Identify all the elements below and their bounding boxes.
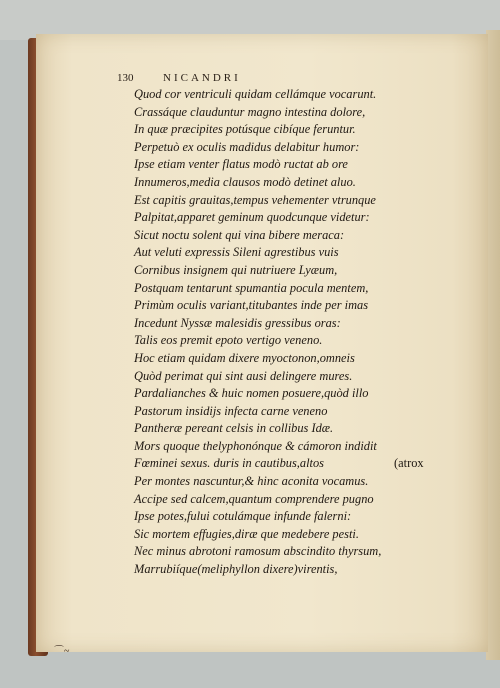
text-line: Pastorum insidijs infecta carne veneno [134, 403, 328, 418]
text-line-with-aside [134, 455, 474, 473]
text-line: Marrubiíque(meliphyllon dixere)virentis, [134, 562, 338, 577]
text-line: Accipe sed calcem,quantum comprendere pugno [134, 491, 374, 506]
text-line: Crassáque clauduntur magno intestina dolore, [134, 104, 366, 119]
text-line: Fœminei sexus. duris in cautibus,altos [134, 456, 324, 471]
text-line: In quæ præcipites potúsque cibíque feruntur. [134, 122, 356, 137]
text-line: Pardalianches & huic nomen posuere,quòd illo [134, 386, 369, 401]
text-line: Ipse etiam venter flatus modò ructat ab ore [134, 157, 348, 172]
text-line: Quòd perimat qui sint ausi delingere mures. [134, 368, 353, 383]
text-line: Incedunt Nyssæ malesidis gressibus oras: [134, 315, 341, 330]
text-line: Mors quoque thelyphonónque & cámoron indidit [134, 438, 377, 453]
text-line: Ipse potes,fului cotulámque infunde falerni: [134, 509, 352, 524]
text-line: Pantheræ pereant celsis in collibus Idæ. [134, 421, 334, 436]
text-line: Quod cor ventriculi quidam cellámque vocarunt. [134, 87, 377, 101]
aside-text: (atrox [394, 456, 424, 471]
text-line: Palpitat,apparet geminum quodcunque videtur: [134, 210, 370, 225]
text-line: Per montes nascuntur,& hinc aconita vocamus. [134, 474, 369, 489]
text-line: Nec minus abrotoni ramosum abscindito thyrsum, [134, 544, 382, 559]
text-line: Perpetuò ex oculis madidus delabitur humor: [134, 139, 360, 154]
page-number: 130 [117, 72, 134, 84]
text-line: Aut veluti expressis Sileni agrestibus vuis [134, 245, 339, 260]
text-line: Sic mortem effugies,diræ que medebere pesti. [134, 526, 359, 541]
text-line: Sicut noctu solent qui vina bibere meraca: [134, 227, 345, 242]
text-line: Est capitis grauitas,tempus vehementer vtrunque [134, 192, 376, 207]
text-line: Primùm oculis variant,titubantes inde per imas [134, 298, 369, 313]
text-line: Hoc etiam quidam dixere myoctonon,omneis [134, 350, 355, 365]
fold-mark: ⌒~ [54, 646, 70, 657]
text-line: Postquam tentarunt spumantia pocula mentem, [134, 280, 369, 295]
running-title: NICANDRI [163, 72, 241, 84]
page-right-edge [486, 30, 500, 660]
text-line: Innumeros,media clausos modò detinet aluo. [134, 174, 356, 189]
text-line: Cornibus insignem qui nutriuere Lyæum, [134, 262, 338, 277]
poem-text [134, 86, 474, 579]
text-line: Talis eos premit epoto vertigo veneno. [134, 333, 323, 348]
